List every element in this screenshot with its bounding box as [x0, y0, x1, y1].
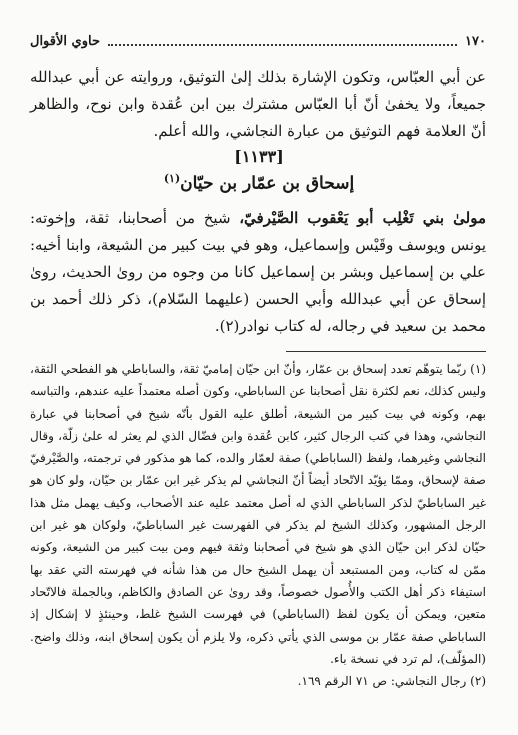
entry-title — [0, 172, 518, 194]
footnote-1: (١) ربّما يتوهّم تعدد إسحاق بن عمّار، وأنّ ابن حيّان إماميّ ثقة، والساباطي هو الفطحي الثقة، وليس كذلك، نعم لكثرة نقل أصحابنا عن الساباطي، وكون أصله معتمداً عليه عندهم، والتباسه بهم، وكونه في بيت كبير من الشيعة، أطلق عليه القول بأنّه شيخ في أصحابنا في عبارة النجاشي، وهذا في كتب الرجال كثير، كابن عُقدة وابن فضّال الذي لم يعثر له علىٰ زلّة، وقال النجاشي وغيرهما، ولفظ (الساباطي) صفة لعمّار والده، كما هو مذكور في ترجمته، والصَّيْرفيّ صفة لإسحاق، وممّا يؤيّد الاتّحاد أيضاً أنّ النجاشي لم يذكر غير ابن عمّار بن حيّان، ولو كان هو غير الساباطيّ لذكر الساباطي الذي له أصل معتمد عليه عند الأصحاب، وكيف يهمل مثل هذا الرجل المشهور، وكذلك الشيخ لم يذكر في الفهرست غير الساباطيّ، ولوكان هو غير ابن حيّان لذكر ابن حيّان الذي هو شيخ في أصحابنا وثقة فيهم ومن بيت كبير من الشيعة، وكونه ممّن له كتاب، ومن المستبعد أن يهمل الشيخ حال من هذا شأنه في فهرسته التي عقد بها استيفاء ذكر أهل الكتب والأُصول خصوصاً، وقد روىٰ عن الصادق والكاظم، وبالجملة فالاتّحاد متعين، ويمكن أن يكون لفظ (الساباطي) في فهرست الشيخ غلط، وحينئذٍ لا إشكال إذ الساباطي صفة عمّار بن موسى الذي يأتي ذكره، ولا يلزم أن يكون إسحاق ابنه، وذلك واضح. (المؤلّف)، لم ترد في نسخة باء. — [30, 362, 486, 666]
entry-title-text: إسحاق بن عمّار بن حيّان — [180, 173, 355, 194]
page-number: ١٧٠ — [465, 33, 486, 49]
entry-lead-text: مولىٰ بني تَغْلِب أبو يَعْقوب الصَّيْرفيّ، — [239, 209, 486, 227]
footnote-2: (٢) رجال النجاشي: ص ٧١ الرقم ١٦٩. — [297, 674, 486, 689]
running-head — [30, 30, 486, 52]
continuation-paragraph: عن أبي العبّاس، وتكون الإشارة بذلك إلىٰ التوثيق، وروايته عن أبي عبدالله جميعاً، ولا يخفىٰ أنّ أبا العبّاس مشترك بين ابن عُقدة وابن نوح، والظاهر أنّ العلامة فهم التوثيق من عبارة النجاشي، والله أعلم. — [30, 68, 486, 140]
entry-number: [١١٣٣] — [234, 147, 284, 166]
entry-footnote-marker: (١) — [163, 172, 181, 185]
entry-body-text: شيخ من أصحابنا، ثقة، وإخوته: يونس ويوسف وقَيْس وإسماعيل، وهو في بيت كبير من الشيعة، وابنا أخيه: علي بن إسماعيل وبشر بن إسماعيل كانا من وجوه من روىٰ الحديث، روىٰ إسحاق عن أبي عبدالله وأبي الحسن (عليهما السّلام)، ذكر ذلك أحمد بن محمد بن سعيد في رجاله، له كتاب نوادر(٢). — [30, 209, 486, 335]
leader-dots — [108, 42, 457, 46]
entry-paragraph — [30, 205, 486, 340]
book-title: حاوي الأقوال — [30, 33, 100, 49]
footnote-divider — [286, 351, 486, 352]
footnotes — [30, 358, 486, 692]
